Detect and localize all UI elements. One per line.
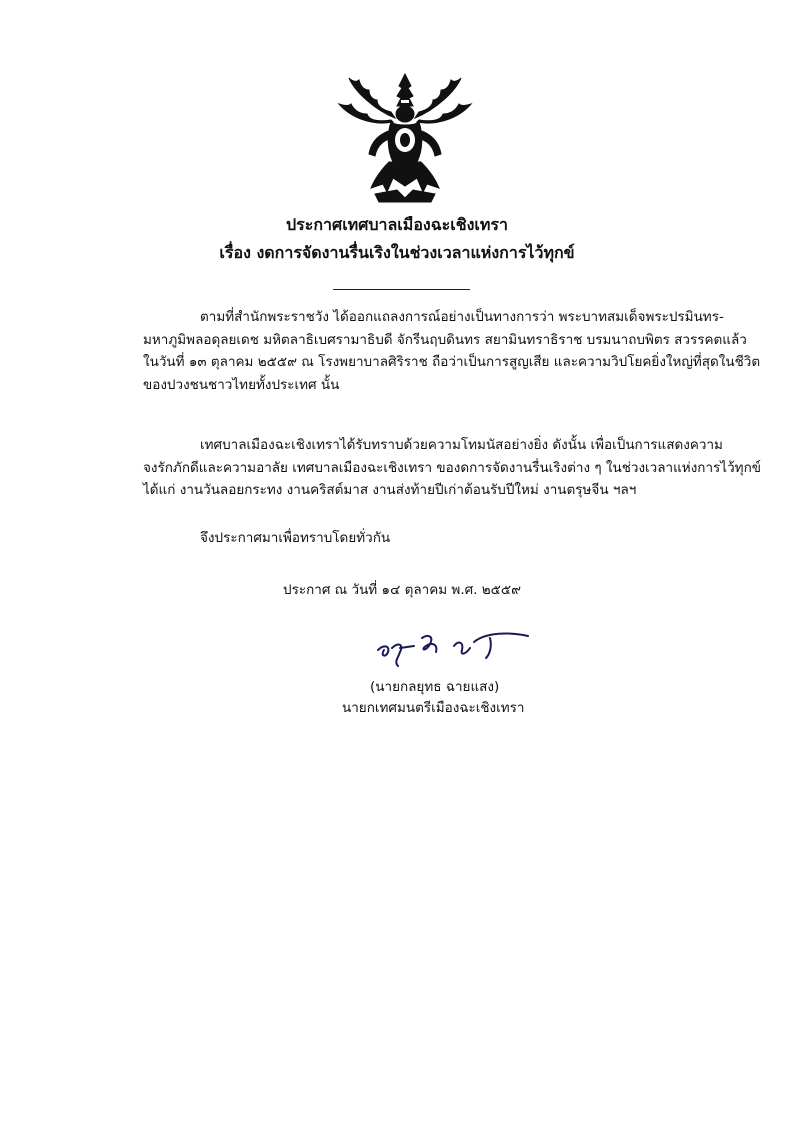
paragraph-line: ตามที่สำนักพระราชวัง ได้ออกแถลงการณ์อย่างเป็นทางการว่า พระบาทสมเด็จพระปรมินทร- (200, 309, 724, 325)
paragraph-line: จงรักภักดีและความอาลัย เทศบาลเมืองฉะเชิงเทรา ของดการจัดงานรื่นเริงต่าง ๆ ในช่วงเวลาแห่งการไว้ทุกข์ (143, 459, 761, 476)
paragraph-line: ในวันที่ ๑๓ ตุลาคม ๒๕๕๙ ณ โรงพยาบาลศิริราช ถือว่าเป็นการสูญเสีย และความวิปโยคยิ่งใหญ่ที่สุดในชีวิต (143, 354, 761, 370)
paragraph-line: ของปวงชนชาวไทยทั้งประเทศ นั้น (143, 376, 340, 393)
paragraph-line: ได้แก่ งานวันลอยกระทง งานคริสต์มาส งานส่งท้ายปีเก่าต้อนรับปีใหม่ งานตรุษจีน ฯลฯ (143, 482, 637, 498)
paragraph-line: เทศบาลเมืองฉะเชิงเทราได้รับทราบด้วยความโทมนัสอย่างยิ่ง ดังนั้น เพื่อเป็นการแสดงความ (200, 437, 723, 453)
paragraph-line: มหาภูมิพลอดุลยเดช มหิตลาธิเบศรามาธิบดี จักรีนฤบดินทร สยามินทราธิราช บรมนาถบพิตร สวรรคตแล้ว (143, 331, 747, 348)
garuda-emblem-icon (335, 70, 475, 205)
closing-statement: จึงประกาศมาเพื่อทราบโดยทั่วกัน (200, 530, 391, 546)
announcement-title: ประกาศเทศบาลเมืองฉะเชิงเทรา (286, 215, 508, 234)
signer-position: นายกเทศมนตรีเมืองฉะเชิงเทรา (342, 700, 525, 716)
announcement-date: ประกาศ ณ วันที่ ๑๔ ตุลาคม พ.ศ. ๒๕๕๙ (283, 582, 521, 598)
paragraph-cancellation-notice (143, 434, 761, 502)
announcement-subject: เรื่อง งดการจัดงานรื่นเริงในช่วงเวลาแห่งการไว้ทุกข์ (219, 243, 575, 262)
paragraph-announcement-background (143, 306, 761, 396)
title-divider (333, 289, 470, 290)
signer-name: (นายกลยุทธ ฉายแสง) (370, 679, 500, 695)
signature-icon (370, 628, 535, 668)
